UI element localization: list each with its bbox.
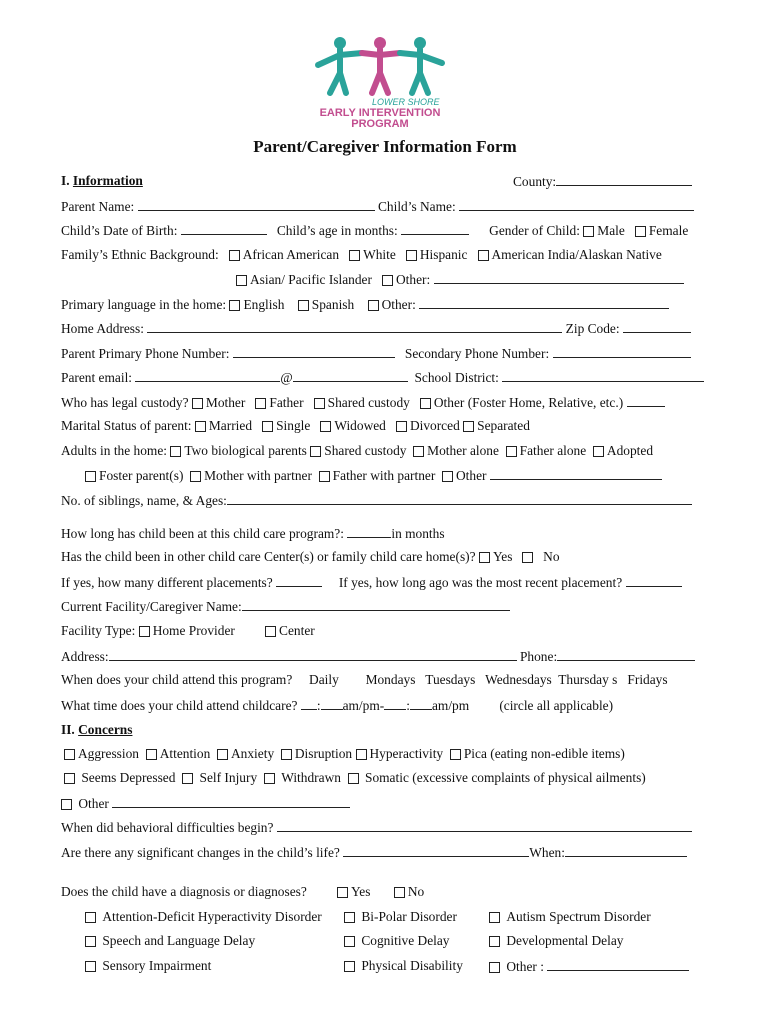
- sensory-checkbox[interactable]: [85, 961, 96, 972]
- african-american-checkbox[interactable]: [229, 250, 240, 261]
- how-long-row: How long has child been at this child care program?: in months: [61, 526, 445, 541]
- day-thursdays[interactable]: Thursday s: [558, 672, 618, 687]
- custody-row: Who has legal custody? Mother Father Shared custody Other (Foster Home, Relative, etc.): [61, 394, 665, 411]
- phone-row: Parent Primary Phone Number: Secondary Phone Number:: [61, 345, 691, 362]
- mother-partner-checkbox[interactable]: [190, 471, 201, 482]
- cognitive-checkbox[interactable]: [344, 936, 355, 947]
- facility-type-row: Facility Type: Home Provider Center: [61, 623, 315, 638]
- facility-phone-input[interactable]: [557, 648, 695, 661]
- county-field[interactable]: County:: [513, 173, 692, 190]
- primary-phone-input[interactable]: [233, 345, 395, 358]
- school-district-input[interactable]: [502, 369, 704, 382]
- diag-other: Other :: [489, 958, 689, 975]
- diag-physical: Physical Disability: [344, 958, 463, 974]
- adults-row: Adults in the home: Two biological parents Shared custody Mother alone Father alone Adopted: [61, 443, 654, 458]
- concerns-row-1: Aggression Attention Anxiety Disruption Hyperactivity Pica (eating non-edible items): [64, 746, 625, 762]
- adults-shared-checkbox[interactable]: [310, 446, 321, 457]
- language-other-input[interactable]: [419, 296, 669, 309]
- physical-checkbox[interactable]: [344, 961, 355, 972]
- widowed-checkbox[interactable]: [320, 421, 331, 432]
- father-alone-checkbox[interactable]: [506, 446, 517, 457]
- adults-row-2: Foster parent(s) Mother with partner Father with partner Other: [85, 467, 662, 484]
- diag-autism: Autism Spectrum Disorder: [489, 909, 651, 925]
- diagnosis-yes-checkbox[interactable]: [337, 887, 348, 898]
- ethnic-other-checkbox[interactable]: [382, 275, 393, 286]
- zip-input[interactable]: [623, 320, 691, 333]
- ethnic-other-input[interactable]: [434, 271, 684, 284]
- marital-row: Marital Status of parent: Married Single Widowed Divorced Separated: [61, 418, 530, 433]
- married-checkbox[interactable]: [195, 421, 206, 432]
- day-mondays[interactable]: Mondays: [365, 672, 416, 687]
- anxiety-checkbox[interactable]: [217, 749, 228, 760]
- child-name-label: Child’s Name:: [377, 199, 456, 214]
- home-provider-checkbox[interactable]: [139, 626, 150, 637]
- secondary-phone-input[interactable]: [553, 345, 691, 358]
- facility-address-input[interactable]: [109, 648, 517, 661]
- adhd-checkbox[interactable]: [85, 912, 96, 923]
- time-start-hour[interactable]: [301, 697, 317, 710]
- siblings-row: No. of siblings, name, & Ages:: [61, 492, 692, 509]
- facility-address-row: Address: Phone:: [61, 648, 695, 665]
- pica-checkbox[interactable]: [450, 749, 461, 760]
- diag-sensory: Sensory Impairment: [85, 958, 211, 974]
- father-partner-checkbox[interactable]: [319, 471, 330, 482]
- disruption-checkbox[interactable]: [281, 749, 292, 760]
- diagnosis-no-checkbox[interactable]: [394, 887, 405, 898]
- adults-other-checkbox[interactable]: [442, 471, 453, 482]
- address-row: Home Address: Zip Code:: [61, 320, 691, 337]
- form-title: Parent/Caregiver Information Form: [253, 137, 517, 156]
- diag-other-input[interactable]: [547, 958, 689, 971]
- single-checkbox[interactable]: [262, 421, 273, 432]
- separated-checkbox[interactable]: [463, 421, 474, 432]
- how-long-input[interactable]: [347, 525, 391, 538]
- speech-checkbox[interactable]: [85, 936, 96, 947]
- diag-speech: Speech and Language Delay: [85, 933, 255, 949]
- developmental-checkbox[interactable]: [489, 936, 500, 947]
- day-fridays[interactable]: Fridays: [627, 672, 668, 687]
- ethnic-row-2: Asian/ Pacific Islander Other:: [236, 271, 684, 288]
- children-figures-icon: [318, 37, 442, 93]
- language-row: Primary language in the home: English Spanish Other:: [61, 296, 669, 313]
- female-checkbox[interactable]: [635, 226, 646, 237]
- asian-checkbox[interactable]: [236, 275, 247, 286]
- spanish-checkbox[interactable]: [298, 300, 309, 311]
- center-checkbox[interactable]: [265, 626, 276, 637]
- somatic-checkbox[interactable]: [348, 773, 359, 784]
- hyperactivity-checkbox[interactable]: [356, 749, 367, 760]
- attend-time-row: What time does your child attend childcare? : am/pm- : am/pm (circle all applicable): [61, 698, 614, 713]
- changes-row: Are there any significant changes in the child’s life? When:: [61, 844, 687, 861]
- american-indian-checkbox[interactable]: [478, 250, 489, 261]
- divorced-checkbox[interactable]: [396, 421, 407, 432]
- placements-row: If yes, how many different placements? If yes, how long ago was the most recent placement?: [61, 574, 682, 591]
- other-care-yes-checkbox[interactable]: [479, 552, 490, 563]
- adopted-checkbox[interactable]: [593, 446, 604, 457]
- day-daily[interactable]: Daily: [309, 672, 339, 687]
- custody-father-checkbox[interactable]: [255, 398, 266, 409]
- male-checkbox[interactable]: [583, 226, 594, 237]
- concern-other-checkbox[interactable]: [61, 799, 72, 810]
- two-parents-checkbox[interactable]: [170, 446, 181, 457]
- age-input[interactable]: [401, 222, 469, 235]
- concern-other-input[interactable]: [112, 795, 350, 808]
- behavior-begin-row: When did behavioral difficulties begin?: [61, 819, 692, 836]
- section1-heading: I. Information: [61, 173, 143, 188]
- parent-name-field[interactable]: Parent Name: Child’s Name:: [61, 198, 694, 215]
- program-logo: [310, 35, 460, 135]
- custody-mother-checkbox[interactable]: [192, 398, 203, 409]
- day-wednesdays[interactable]: Wednesdays: [485, 672, 552, 687]
- time-end-min[interactable]: [410, 697, 432, 710]
- bipolar-checkbox[interactable]: [344, 912, 355, 923]
- autism-checkbox[interactable]: [489, 912, 500, 923]
- facility-name-row: Current Facility/Caregiver Name:: [61, 598, 510, 615]
- language-other-checkbox[interactable]: [368, 300, 379, 311]
- diag-cognitive: Cognitive Delay: [344, 933, 450, 949]
- self-injury-checkbox[interactable]: [182, 773, 193, 784]
- other-care-no-checkbox[interactable]: [522, 552, 533, 563]
- adults-other-input[interactable]: [490, 467, 662, 480]
- english-checkbox[interactable]: [229, 300, 240, 311]
- custody-other-input[interactable]: [627, 394, 665, 407]
- time-start-min[interactable]: [321, 697, 343, 710]
- hispanic-checkbox[interactable]: [406, 250, 417, 261]
- time-end-hour[interactable]: [384, 697, 406, 710]
- diag-bipolar: Bi-Polar Disorder: [344, 909, 457, 925]
- withdrawn-checkbox[interactable]: [264, 773, 275, 784]
- home-address-input[interactable]: [147, 320, 562, 333]
- logo-line3: PROGRAM: [351, 118, 409, 130]
- white-checkbox[interactable]: [349, 250, 360, 261]
- depressed-checkbox[interactable]: [64, 773, 75, 784]
- logo-line2: EARLY INTERVENTION: [319, 107, 441, 119]
- attend-row: When does your child attend this program? Daily Mondays Tuesdays Wednesdays Thursday s Fridays: [61, 672, 668, 687]
- changes-input[interactable]: [343, 844, 529, 857]
- day-tuesdays[interactable]: Tuesdays: [425, 672, 476, 687]
- custody-other-checkbox[interactable]: [420, 398, 431, 409]
- facility-name-input[interactable]: [242, 598, 510, 611]
- other-care-row: Has the child been in other child care Center(s) or family child care home(s)? Yes No: [61, 549, 560, 564]
- ethnic-row: Family’s Ethnic Background: African American White Hispanic American India/Alaskan Native: [61, 247, 662, 262]
- diag-developmental: Developmental Delay: [489, 933, 623, 949]
- concerns-row-2: Seems Depressed Self Injury Withdrawn Somatic (excessive complaints of physical ailments): [64, 770, 646, 786]
- behavior-begin-input[interactable]: [277, 819, 692, 832]
- dob-age-gender-row: Child’s Date of Birth: Child’s age in months: Gender of Child: Male Female: [61, 223, 689, 238]
- foster-checkbox[interactable]: [85, 471, 96, 482]
- attention-checkbox[interactable]: [146, 749, 157, 760]
- logo-line1: LOWER SHORE: [372, 97, 440, 107]
- mother-alone-checkbox[interactable]: [413, 446, 424, 457]
- email-user-input[interactable]: [135, 369, 280, 382]
- diag-adhd: Attention-Deficit Hyperactivity Disorder: [85, 909, 322, 925]
- changes-when-input[interactable]: [565, 844, 687, 857]
- custody-shared-checkbox[interactable]: [314, 398, 325, 409]
- concerns-row-3: Other: [61, 795, 350, 812]
- diagnosis-row: Does the child have a diagnosis or diagnoses? Yes No: [61, 884, 425, 899]
- aggression-checkbox[interactable]: [64, 749, 75, 760]
- section2-heading: II. Concerns: [61, 722, 133, 737]
- placements-count-input[interactable]: [276, 574, 322, 587]
- email-row: Parent email: @ School District:: [61, 369, 704, 386]
- email-domain-input[interactable]: [293, 369, 408, 382]
- placement-ago-input[interactable]: [626, 574, 682, 587]
- siblings-input[interactable]: [227, 492, 692, 505]
- diag-other-checkbox[interactable]: [489, 962, 500, 973]
- dob-input[interactable]: [181, 222, 267, 235]
